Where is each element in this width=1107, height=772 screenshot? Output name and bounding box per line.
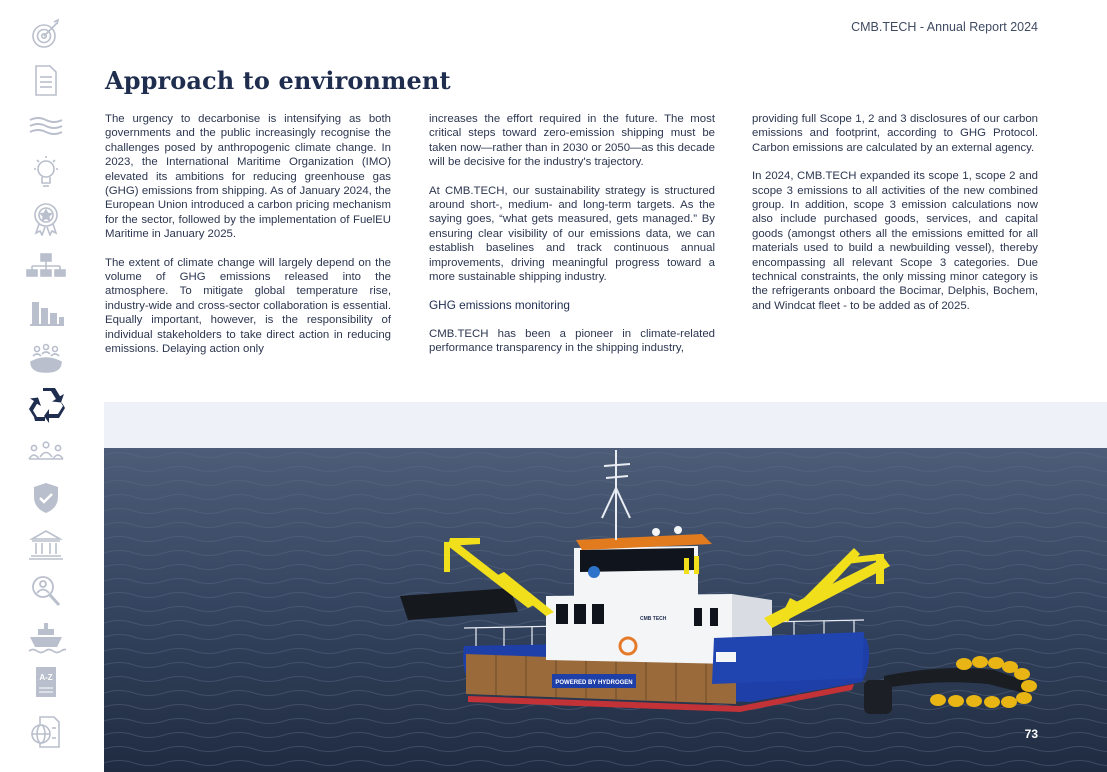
bar-chart-icon[interactable] xyxy=(26,294,66,330)
paragraph: At CMB.TECH, our sustainability strategy is structured around short-, medium- and long-term targets. As the saying goes, “what gets measured, gets managed.” By ensuring clear visibility of our emissions data, we can establish baselines and track continuous annual improvements, driving meaningful progress toward a more sustainable shipping industry. xyxy=(429,184,715,284)
section-heading: GHG emissions monitoring xyxy=(429,298,570,313)
text-column-1 xyxy=(105,112,391,371)
paragraph: The urgency to decarbonise is intensifying as both governments and the public increasingly recognise the challenges posed by anthropogenic climate change. In 2023, the International Maritime Organization (IMO) elevated its ambitions for reducing greenhouse gas (GHG) emissions from shipping. As of January 2024, the European Union introduced a carbon pricing mechanism for the sector, followed by the implementation of FuelEU Maritime in January 2025. xyxy=(105,113,391,241)
report-header: CMB.TECH - Annual Report 2024 xyxy=(851,20,1038,34)
photo-top-band xyxy=(104,402,1107,448)
award-icon[interactable] xyxy=(26,200,66,236)
target-icon[interactable] xyxy=(26,16,66,52)
lightbulb-icon[interactable] xyxy=(26,154,66,190)
hull-label: POWERED BY HYDROGEN xyxy=(555,680,633,686)
a-z-glossary-icon[interactable] xyxy=(26,666,66,702)
shield-check-icon[interactable] xyxy=(26,480,66,516)
waves-icon[interactable] xyxy=(26,108,66,144)
org-chart-icon[interactable] xyxy=(26,248,66,284)
brand-label: CMB TECH xyxy=(640,616,667,622)
text-column-3 xyxy=(752,112,1038,327)
paragraph: increases the effort required in the future. The most critical steps toward zero-emission shipping must be taken now—rather than in 2030 or 2050—as this decade will be decisive for the industry's trajectory. xyxy=(429,113,715,169)
recycle-icon[interactable] xyxy=(26,387,66,423)
page-number: 73 xyxy=(1024,727,1038,741)
bank-icon[interactable] xyxy=(26,527,66,563)
globe-document-icon[interactable] xyxy=(26,714,66,750)
a-z-label: A-Z xyxy=(39,673,53,682)
ship-icon[interactable] xyxy=(26,620,66,656)
people-icon[interactable] xyxy=(26,434,66,470)
document-icon[interactable] xyxy=(26,62,66,98)
sidebar-nav xyxy=(0,0,92,772)
stakeholders-icon[interactable] xyxy=(26,340,66,376)
paragraph: providing full Scope 1, 2 and 3 disclosures of our carbon emissions and footprint, according to GHG Protocol. Carbon emissions are calculated by an external agency. xyxy=(752,113,1038,154)
text-column-2 xyxy=(429,112,715,370)
vessel-photo xyxy=(104,448,1107,772)
page-title: Approach to environment xyxy=(105,66,451,95)
paragraph: CMB.TECH has been a pioneer in climate-related performance transparency in the shipping industry, xyxy=(429,327,715,355)
paragraph: In 2024, CMB.TECH expanded its scope 1, scope 2 and scope 3 emissions to all activities of the new combined group. In addition, scope 3 emission calculations now also include purchased goods, services, and capital goods (amongst others all the emissions emitted for all materials used to build a newbuilding vessel), thereby encompassing all relevant Scope 3 categories. Due technical constraints, the only missing minor category is the refrigerants onboard the Bocimar, Delphis, Bochem, and Windcat fleet - to be added as of 2025. xyxy=(752,170,1038,312)
magnifier-icon[interactable] xyxy=(26,573,66,609)
paragraph: The extent of climate change will largely depend on the volume of GHG emissions released into the atmosphere. To mitigate global temperature rise, industry-wide and cross-sector collaboration is essential. Equally important, however, is the responsibility of individual stakeholders to take direct action in reducing emissions. Delaying action only xyxy=(105,256,391,356)
